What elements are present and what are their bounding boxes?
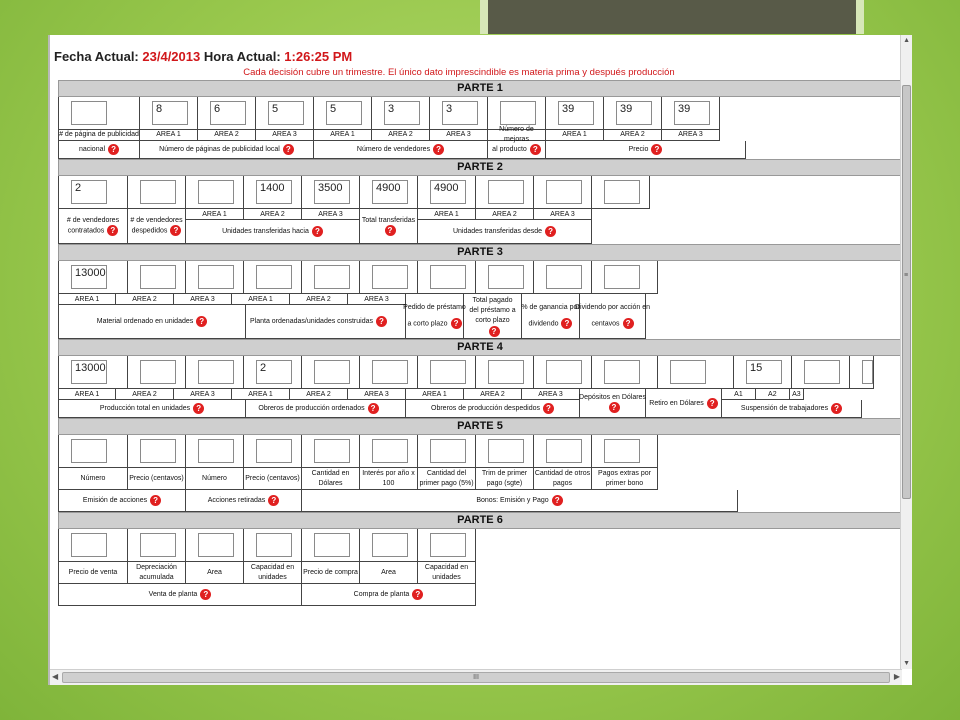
decision-input[interactable] xyxy=(198,439,234,463)
decision-input[interactable] xyxy=(314,439,350,463)
input-cell xyxy=(360,356,418,389)
desc-obreros-despedidos: Obreros de producción despedidos ? xyxy=(406,400,580,418)
decision-input[interactable] xyxy=(546,360,582,384)
section-title: PARTE 4 xyxy=(58,339,902,356)
field-label: Area xyxy=(360,562,418,584)
decision-input[interactable]: 39 xyxy=(616,101,652,125)
decision-input[interactable] xyxy=(670,360,706,384)
input-cell xyxy=(534,261,592,294)
decision-input[interactable] xyxy=(604,265,640,289)
decision-input[interactable] xyxy=(140,265,176,289)
desc-compra-planta: Compra de planta ? xyxy=(302,584,476,606)
decision-input[interactable] xyxy=(140,360,176,384)
section-parte-6 xyxy=(58,512,902,606)
decision-input[interactable] xyxy=(372,439,408,463)
hora-label: Hora Actual: xyxy=(203,49,281,64)
field-label: AREA 2 xyxy=(372,130,430,141)
area-label: AREA 3 xyxy=(534,209,592,220)
input-cell xyxy=(128,435,186,468)
decision-input[interactable] xyxy=(140,180,176,204)
scroll-down-arrow[interactable]: ▼ xyxy=(903,660,910,667)
section-title: PARTE 2 xyxy=(58,159,902,176)
desc-publicidad-local: Número de páginas de publicidad local ? xyxy=(140,141,314,159)
field-label: Número xyxy=(58,468,128,490)
decision-input[interactable] xyxy=(862,360,873,384)
input-cell xyxy=(430,97,488,130)
area-label: AREA 1 xyxy=(406,389,464,400)
desc-retiro: Retiro en Dólares ? xyxy=(646,389,722,418)
input-cell xyxy=(244,435,302,468)
input-cell xyxy=(186,176,244,209)
help-icon[interactable]: ? xyxy=(150,495,161,506)
input-cell xyxy=(476,176,534,209)
decision-input[interactable]: 39 xyxy=(558,101,594,125)
input-cell xyxy=(128,261,186,294)
help-icon[interactable]: ? xyxy=(312,226,323,237)
input-cell xyxy=(662,97,720,130)
decision-input[interactable] xyxy=(71,101,107,125)
help-icon[interactable]: ? xyxy=(831,403,842,414)
input-cell xyxy=(256,97,314,130)
decision-input[interactable]: 5 xyxy=(326,101,362,125)
section-title: PARTE 6 xyxy=(58,512,902,529)
area-label: AREA 2 xyxy=(290,294,348,305)
desc-depositos: Depósitos en Dólares ? xyxy=(580,389,646,418)
input-cell xyxy=(372,97,430,130)
decision-input[interactable] xyxy=(804,360,840,384)
input-cell xyxy=(604,97,662,130)
decision-input[interactable] xyxy=(430,439,466,463)
field-label: Cantidad del primer pago (5%) xyxy=(418,468,476,490)
input-cell xyxy=(128,356,186,389)
decision-input[interactable] xyxy=(604,180,640,204)
input-cell xyxy=(592,435,658,468)
input-cell xyxy=(140,97,198,130)
help-icon[interactable]: ? xyxy=(623,318,634,329)
desc-produccion-total: Producción total en unidades ? xyxy=(58,400,246,418)
input-cell xyxy=(302,261,360,294)
input-cell xyxy=(302,176,360,209)
field-label: Interés por año x 100 xyxy=(360,468,418,490)
decision-input[interactable] xyxy=(372,533,408,557)
horizontal-scrollbar[interactable] xyxy=(50,669,902,685)
decision-input[interactable]: 3500 xyxy=(314,180,350,204)
area-label: AREA 3 xyxy=(348,294,406,305)
desc-dividendo: Dividendo por acción en centavos ? xyxy=(580,294,646,339)
help-icon[interactable]: ? xyxy=(609,402,620,413)
decision-input[interactable]: 8 xyxy=(152,101,188,125)
decision-input[interactable] xyxy=(604,439,640,463)
area-label: AREA 2 xyxy=(244,209,302,220)
help-icon[interactable]: ? xyxy=(561,318,572,329)
input-cell xyxy=(418,176,476,209)
input-cell xyxy=(302,356,360,389)
input-cell xyxy=(418,529,476,562)
input-cell xyxy=(476,356,534,389)
area-label: AREA 3 xyxy=(174,389,232,400)
desc-emision-acciones: Emisión de acciones ? xyxy=(58,490,186,512)
input-cell xyxy=(186,356,244,389)
desc-obreros-ordenados: Obreros de producción ordenados ? xyxy=(232,400,406,418)
area-label: AREA 2 xyxy=(290,389,348,400)
input-cell xyxy=(360,261,418,294)
area-label: AREA 1 xyxy=(232,294,290,305)
scroll-grip: III xyxy=(473,674,479,681)
input-cell xyxy=(198,97,256,130)
scroll-left-arrow[interactable]: ◀ xyxy=(52,672,59,681)
scroll-up-arrow[interactable]: ▲ xyxy=(903,37,910,44)
help-icon[interactable]: ? xyxy=(385,225,396,236)
desc-total-pagado: Total pagado del préstamo a corto plazo ? xyxy=(464,294,522,339)
input-cell xyxy=(244,529,302,562)
field-label: Número de mejoras xyxy=(488,130,546,141)
decision-input[interactable] xyxy=(488,439,524,463)
decision-input[interactable] xyxy=(198,533,234,557)
desc-material-ordenado: Material ordenado en unidades ? xyxy=(58,305,246,339)
decorative-ribbon-inner xyxy=(488,0,856,34)
help-icon[interactable]: ? xyxy=(376,316,387,327)
field-label: Trim de primer pago (sgte) xyxy=(476,468,534,490)
field-label: Pagos extras por primer bono xyxy=(592,468,658,490)
decision-input[interactable] xyxy=(488,180,524,204)
form-content xyxy=(54,49,904,606)
area-label: A3 xyxy=(790,389,804,400)
input-cell xyxy=(418,435,476,468)
help-icon[interactable]: ? xyxy=(433,144,444,155)
input-cell xyxy=(418,356,476,389)
area-label: AREA 3 xyxy=(302,209,360,220)
input-cell xyxy=(128,176,186,209)
decision-input[interactable] xyxy=(488,265,524,289)
input-cell xyxy=(418,261,476,294)
desc-total-transferidas: Total transferidas ? xyxy=(360,209,418,244)
field-label: AREA 3 xyxy=(256,130,314,141)
help-icon[interactable]: ? xyxy=(412,589,423,600)
input-cell xyxy=(546,97,604,130)
decision-input[interactable] xyxy=(140,533,176,557)
area-label: AREA 1 xyxy=(186,209,244,220)
desc-vend-despedidos: # de vendedores despedidos ? xyxy=(128,209,186,244)
help-icon[interactable]: ? xyxy=(368,403,379,414)
field-label: Capacidad en unidades xyxy=(244,562,302,584)
desc-pedido-prestamo: Pedido de préstamo a corto plazo ? xyxy=(406,294,464,339)
area-label: AREA 1 xyxy=(418,209,476,220)
field-label: AREA 2 xyxy=(604,130,662,141)
field-label: Cantidad en Dólares xyxy=(302,468,360,490)
decision-input[interactable]: 15 xyxy=(746,360,782,384)
desc-suspension: Suspensión de trabajadores ? xyxy=(722,400,862,418)
section-parte-3 xyxy=(58,244,902,339)
area-label: AREA 3 xyxy=(174,294,232,305)
help-icon[interactable]: ? xyxy=(545,226,556,237)
field-label: Precio de compra xyxy=(302,562,360,584)
input-cell xyxy=(244,176,302,209)
input-cell xyxy=(58,176,128,209)
decision-input[interactable] xyxy=(71,533,107,557)
decision-input[interactable]: 3 xyxy=(384,101,420,125)
section-title: PARTE 5 xyxy=(58,418,902,435)
decision-input[interactable] xyxy=(198,265,234,289)
input-cell xyxy=(186,261,244,294)
area-label: AREA 1 xyxy=(58,389,116,400)
input-cell xyxy=(658,356,734,389)
desc-precio: Precio ? xyxy=(546,141,746,159)
decision-input[interactable] xyxy=(430,360,466,384)
decision-input[interactable] xyxy=(604,360,640,384)
help-icon[interactable]: ? xyxy=(200,589,211,600)
area-label: AREA 2 xyxy=(476,209,534,220)
help-icon[interactable]: ? xyxy=(543,403,554,414)
input-cell xyxy=(302,529,360,562)
decision-input[interactable] xyxy=(71,439,107,463)
area-label: A2 xyxy=(756,389,790,400)
input-cell xyxy=(244,261,302,294)
decision-input[interactable] xyxy=(372,265,408,289)
vertical-scrollbar[interactable] xyxy=(900,35,912,669)
area-label: AREA 1 xyxy=(58,294,116,305)
decision-input[interactable]: 4900 xyxy=(372,180,408,204)
decision-input[interactable] xyxy=(430,265,466,289)
field-label: # de página de publicidad xyxy=(58,130,140,141)
input-cell xyxy=(734,356,792,389)
area-label: AREA 2 xyxy=(116,294,174,305)
date-time-header xyxy=(54,49,904,67)
input-cell xyxy=(850,356,874,389)
decision-input[interactable] xyxy=(198,360,234,384)
field-label: AREA 3 xyxy=(430,130,488,141)
decision-input[interactable] xyxy=(256,265,292,289)
fecha-value: 23/4/2013 xyxy=(142,49,201,64)
desc-transferidas-hacia: Unidades transferidas hacia ? xyxy=(186,220,360,244)
help-icon[interactable]: ? xyxy=(552,495,563,506)
section-title: PARTE 3 xyxy=(58,244,902,261)
decision-input[interactable] xyxy=(546,265,582,289)
decision-input[interactable] xyxy=(430,533,466,557)
input-cell xyxy=(476,261,534,294)
section-parte-2 xyxy=(58,159,902,244)
scroll-right-arrow[interactable]: ▶ xyxy=(893,672,900,681)
decision-input[interactable] xyxy=(256,533,292,557)
help-icon[interactable]: ? xyxy=(707,398,718,409)
input-cell xyxy=(186,435,244,468)
decision-input[interactable] xyxy=(546,439,582,463)
decision-input[interactable]: 4900 xyxy=(430,180,466,204)
help-icon[interactable]: ? xyxy=(108,144,119,155)
input-cell xyxy=(186,529,244,562)
area-label: A1 xyxy=(722,389,756,400)
decision-input[interactable]: 3 xyxy=(442,101,478,125)
input-cell xyxy=(58,97,140,130)
input-cell xyxy=(58,356,128,389)
decision-input[interactable] xyxy=(546,180,582,204)
area-label: AREA 3 xyxy=(348,389,406,400)
decision-input[interactable] xyxy=(140,439,176,463)
decision-input[interactable] xyxy=(256,439,292,463)
input-cell xyxy=(534,435,592,468)
help-icon[interactable]: ? xyxy=(530,144,541,155)
decision-input[interactable] xyxy=(198,180,234,204)
desc-nacional: nacional ? xyxy=(58,141,140,159)
decision-input[interactable]: 2 xyxy=(71,180,107,204)
decision-input[interactable]: 13000 xyxy=(71,360,107,384)
input-cell xyxy=(128,529,186,562)
decision-input[interactable]: 39 xyxy=(674,101,710,125)
input-cell xyxy=(360,176,418,209)
decision-input[interactable] xyxy=(372,360,408,384)
field-label: Precio de venta xyxy=(58,562,128,584)
field-label: AREA 3 xyxy=(662,130,720,141)
help-icon[interactable]: ? xyxy=(193,403,204,414)
desc-bonos: Bonos: Emisión y Pago ? xyxy=(302,490,738,512)
desc-transferidas-desde: Unidades transferidas desde ? xyxy=(418,220,592,244)
field-label: AREA 1 xyxy=(140,130,198,141)
input-cell xyxy=(534,356,592,389)
help-icon[interactable]: ? xyxy=(651,144,662,155)
desc-vendedores: Número de vendedores ? xyxy=(314,141,488,159)
help-icon[interactable]: ? xyxy=(489,326,500,337)
input-cell xyxy=(244,356,302,389)
input-cell xyxy=(592,261,658,294)
area-label: AREA 2 xyxy=(464,389,522,400)
help-icon[interactable]: ? xyxy=(268,495,279,506)
desc-vend-contratados: # de vendedores contratados ? xyxy=(58,209,128,244)
fecha-label: Fecha Actual: xyxy=(54,49,139,64)
field-label: Area xyxy=(186,562,244,584)
input-cell xyxy=(592,356,658,389)
area-label: AREA 1 xyxy=(232,389,290,400)
section-title: PARTE 1 xyxy=(58,80,902,97)
decision-input[interactable] xyxy=(314,265,350,289)
help-icon[interactable]: ? xyxy=(451,318,462,329)
area-label: AREA 3 xyxy=(522,389,580,400)
decision-input[interactable] xyxy=(314,533,350,557)
field-label: AREA 2 xyxy=(198,130,256,141)
help-icon[interactable]: ? xyxy=(196,316,207,327)
input-cell xyxy=(360,529,418,562)
horizontal-scroll-thumb[interactable] xyxy=(62,672,890,683)
decision-input[interactable]: 2 xyxy=(256,360,292,384)
decision-input[interactable]: 13000 xyxy=(71,265,107,289)
input-cell xyxy=(302,435,360,468)
input-cell xyxy=(592,176,650,209)
section-parte-5 xyxy=(58,418,902,512)
input-cell xyxy=(314,97,372,130)
field-label: Depreciación acumulada xyxy=(128,562,186,584)
field-label: Cantidad de otros pagos xyxy=(534,468,592,490)
input-cell xyxy=(58,435,128,468)
field-label: Precio (centavos) xyxy=(128,468,186,490)
input-cell xyxy=(58,529,128,562)
desc-ganancia: % de ganancia por dividendo ? xyxy=(522,294,580,339)
vertical-scroll-thumb[interactable] xyxy=(902,85,911,499)
input-cell xyxy=(792,356,850,389)
decision-input[interactable] xyxy=(314,360,350,384)
section-parte-4 xyxy=(58,339,902,418)
section-parte-1 xyxy=(58,80,902,159)
input-cell xyxy=(58,261,128,294)
input-cell xyxy=(534,176,592,209)
scroll-grip: ≡ xyxy=(904,272,909,279)
decision-input[interactable]: 1400 xyxy=(256,180,292,204)
desc-acciones-retiradas: Acciones retiradas ? xyxy=(186,490,302,512)
field-label: Capacidad en unidades xyxy=(418,562,476,584)
form-window xyxy=(48,35,912,685)
field-label: Precio (centavos) xyxy=(244,468,302,490)
decision-input[interactable] xyxy=(488,360,524,384)
decision-input[interactable]: 5 xyxy=(268,101,304,125)
help-icon[interactable]: ? xyxy=(170,225,181,236)
decision-input[interactable]: 6 xyxy=(210,101,246,125)
help-icon[interactable]: ? xyxy=(107,225,118,236)
field-label: AREA 1 xyxy=(314,130,372,141)
decision-input[interactable] xyxy=(500,101,536,125)
hora-value: 1:26:25 PM xyxy=(284,49,353,64)
input-cell xyxy=(476,435,534,468)
instruction-note: Cada decisión cubre un trimestre. El único dato imprescindible es materia prima y después producción xyxy=(243,67,675,78)
desc-planta-ordenada: Planta ordenadas/unidades construidas ? xyxy=(232,305,406,339)
area-label: AREA 2 xyxy=(116,389,174,400)
help-icon[interactable]: ? xyxy=(283,144,294,155)
input-cell xyxy=(360,435,418,468)
desc-venta-planta: Venta de planta ? xyxy=(58,584,302,606)
desc-producto: al producto ? xyxy=(488,141,546,159)
field-label: AREA 1 xyxy=(546,130,604,141)
field-label: Número xyxy=(186,468,244,490)
